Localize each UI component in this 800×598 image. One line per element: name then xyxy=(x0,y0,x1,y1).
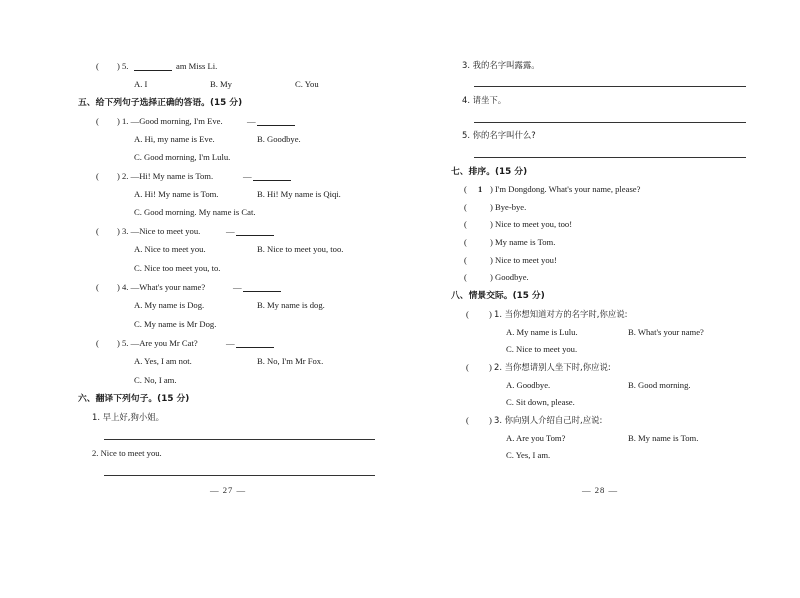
order-paren-close: ) xyxy=(490,219,493,229)
option-c: C. Good morning. My name is Cat. xyxy=(134,207,256,217)
answer-line[interactable] xyxy=(104,439,375,440)
translate-item-5: 5. 你的名字叫什么? xyxy=(462,130,536,140)
order-sentence: Nice to meet you, too! xyxy=(495,219,573,229)
section-6-title: 六、翻译下列句子。(15 分) xyxy=(78,394,190,404)
option-c: C. No, I am. xyxy=(134,375,177,385)
order-paren-close: ) xyxy=(490,184,493,194)
order-mark[interactable]: 1 xyxy=(478,184,483,194)
order-paren-close: ) xyxy=(490,255,493,265)
section-7-title: 七、排序。(15 分) xyxy=(451,167,528,177)
response-dash: — xyxy=(226,338,235,348)
option-b: B. Good morning. xyxy=(628,380,691,390)
order-paren-open: ( xyxy=(464,184,467,194)
answer-paren-close: ) xyxy=(117,282,120,292)
order-paren-close: ) xyxy=(490,202,493,212)
question-text: 4. —What's your name? xyxy=(122,282,206,292)
order-paren-open: ( xyxy=(464,237,467,247)
question-text: 3. 你向别人介绍自己时,应说: xyxy=(494,415,603,425)
answer-paren-open: ( xyxy=(96,171,99,181)
option-c: C. Good morning, I'm Lulu. xyxy=(134,152,231,162)
question-text: 2. —Hi! My name is Tom. xyxy=(122,171,214,181)
answer-paren-open: ( xyxy=(466,309,469,319)
option-b: B. My xyxy=(210,79,232,89)
question-number: 5. xyxy=(122,61,129,71)
order-sentence: I'm Dongdong. What's your name, please? xyxy=(495,184,641,194)
question-text: 2. 当你想请别人坐下时,你应说: xyxy=(494,362,611,372)
question-text: 1. 当你想知道对方的名字时,你应说: xyxy=(494,309,628,319)
answer-paren-open: ( xyxy=(96,338,99,348)
answer-paren-close: ) xyxy=(117,116,120,126)
answer-line[interactable] xyxy=(474,157,746,158)
order-sentence: Goodbye. xyxy=(495,272,529,282)
option-c: C. My name is Mr Dog. xyxy=(134,319,217,329)
answer-paren-open: ( xyxy=(466,362,469,372)
order-paren-close: ) xyxy=(490,237,493,247)
option-a: A. Goodbye. xyxy=(506,380,551,390)
option-a: A. Are you Tom? xyxy=(506,433,566,443)
answer-paren-close: ) xyxy=(489,362,492,372)
page-number: — 28 — xyxy=(582,485,619,495)
order-paren-open: ( xyxy=(464,255,467,265)
option-a: A. Hi! My name is Tom. xyxy=(134,189,219,199)
answer-paren-open: ( xyxy=(466,415,469,425)
order-paren-open: ( xyxy=(464,202,467,212)
response-dash: — xyxy=(243,171,252,181)
translate-item-4: 4. 请坐下。 xyxy=(462,95,507,105)
option-a: A. Nice to meet you. xyxy=(134,244,206,254)
option-c: C. Nice to meet you. xyxy=(506,344,578,354)
option-a: A. My name is Lulu. xyxy=(506,327,578,337)
fill-blank[interactable] xyxy=(253,180,291,181)
option-c: C. Yes, I am. xyxy=(506,450,551,460)
question-text: 5. —Are you Mr Cat? xyxy=(122,338,198,348)
option-a: A. Yes, I am not. xyxy=(134,356,192,366)
answer-paren-close: ) xyxy=(117,338,120,348)
answer-paren-open: ( xyxy=(96,226,99,236)
option-b: B. My name is Tom. xyxy=(628,433,699,443)
answer-paren-close: ) xyxy=(489,309,492,319)
answer-paren-close: ) xyxy=(117,171,120,181)
response-dash: — xyxy=(247,116,256,126)
translate-item-2: 2. Nice to meet you. xyxy=(92,448,162,458)
option-c: C. Nice too meet you, to. xyxy=(134,263,221,273)
option-a: A. Hi, my name is Eve. xyxy=(134,134,215,144)
option-a: A. I xyxy=(134,79,148,89)
answer-paren-open: ( xyxy=(96,61,99,71)
fill-blank[interactable] xyxy=(236,347,274,348)
option-b: B. Nice to meet you, too. xyxy=(257,244,344,254)
answer-line[interactable] xyxy=(474,122,746,123)
order-sentence: My name is Tom. xyxy=(495,237,556,247)
answer-line[interactable] xyxy=(474,86,746,87)
order-paren-open: ( xyxy=(464,272,467,282)
question-text: 1. —Good morning, I'm Eve. xyxy=(122,116,223,126)
option-c: C. Sit down, please. xyxy=(506,397,575,407)
option-b: B. No, I'm Mr Fox. xyxy=(257,356,324,366)
answer-paren-close: ) xyxy=(117,226,120,236)
response-dash: — xyxy=(233,282,242,292)
order-sentence: Bye-bye. xyxy=(495,202,527,212)
page-number: — 27 — xyxy=(210,485,247,495)
fill-blank[interactable] xyxy=(236,235,274,236)
question-text: am Miss Li. xyxy=(176,61,218,71)
section-5-title: 五、给下列句子选择正确的答语。(15 分) xyxy=(78,98,243,108)
question-text: 3. —Nice to meet you. xyxy=(122,226,201,236)
option-a: A. My name is Dog. xyxy=(134,300,205,310)
answer-line[interactable] xyxy=(104,475,375,476)
fill-blank[interactable] xyxy=(243,291,281,292)
order-paren-close: ) xyxy=(490,272,493,282)
answer-paren-close: ) xyxy=(489,415,492,425)
option-b: B. What's your name? xyxy=(628,327,704,337)
answer-paren-open: ( xyxy=(96,282,99,292)
answer-paren-open: ( xyxy=(96,116,99,126)
answer-paren-close: ) xyxy=(117,61,120,71)
response-dash: — xyxy=(226,226,235,236)
option-b: B. My name is dog. xyxy=(257,300,325,310)
fill-blank[interactable] xyxy=(257,125,295,126)
translate-item-1: 1. 早上好,狗小姐。 xyxy=(92,412,164,422)
order-paren-open: ( xyxy=(464,219,467,229)
option-b: B. Goodbye. xyxy=(257,134,301,144)
option-c: C. You xyxy=(295,79,319,89)
section-8-title: 八、情景交际。(15 分) xyxy=(451,291,545,301)
fill-blank[interactable] xyxy=(134,70,172,71)
option-b: B. Hi! My name is Qiqi. xyxy=(257,189,341,199)
order-sentence: Nice to meet you! xyxy=(495,255,557,265)
translate-item-3: 3. 我的名字叫露露。 xyxy=(462,60,540,70)
